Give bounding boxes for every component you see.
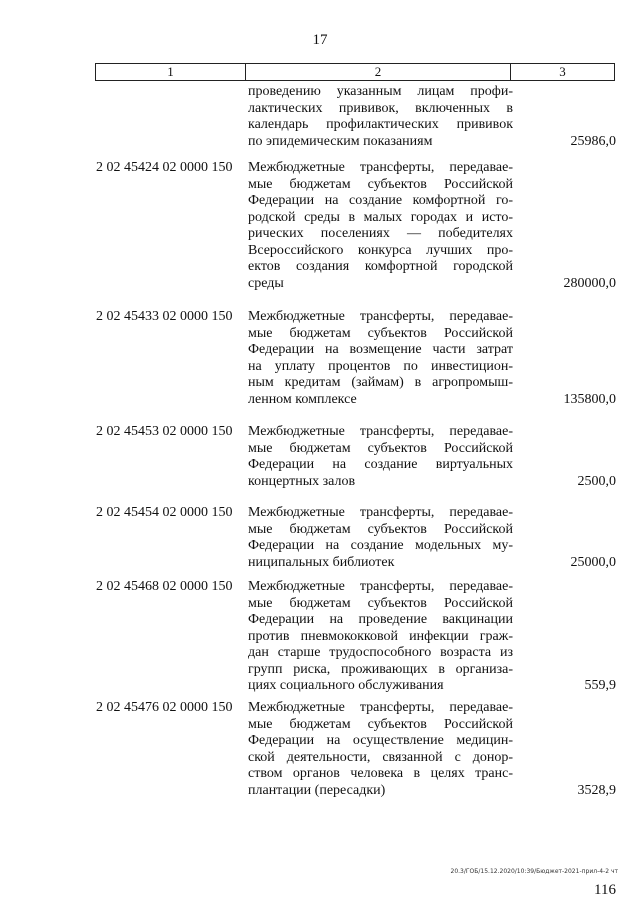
description-line: Федерации на создание модельных му- bbox=[248, 538, 513, 553]
row-amount: 135800,0 bbox=[563, 391, 616, 407]
description-line: родской среды в малых городах и исто- bbox=[248, 209, 513, 225]
table-header bbox=[95, 63, 615, 81]
description-line: Межбюджетные трансферты, передавае- bbox=[248, 505, 513, 520]
description-line: мые бюджетам субъектов Российской bbox=[248, 595, 513, 611]
row-description bbox=[248, 505, 513, 571]
description-line: Федерации на проведение вакцинации bbox=[248, 612, 513, 627]
sheet-number: 116 bbox=[594, 882, 616, 898]
description-line: мые бюджетам субъектов Российской bbox=[248, 521, 513, 537]
row-code: 2 02 45453 02 0000 150 bbox=[96, 424, 233, 439]
description-line: Федерации на осуществление медицин- bbox=[248, 733, 513, 748]
description-line: мые бюджетам субъектов Российской bbox=[248, 716, 513, 732]
row-description bbox=[248, 160, 513, 292]
description-line: Федерации на создание комфортной го- bbox=[248, 193, 513, 208]
description-line: Федерации на возмещение части затрат bbox=[248, 342, 513, 357]
description-line: концертных залов bbox=[248, 473, 356, 489]
row-code: 2 02 45424 02 0000 150 bbox=[96, 160, 233, 175]
page-number: 17 bbox=[312, 32, 328, 48]
row-amount: 280000,0 bbox=[563, 275, 616, 291]
description-line: Межбюджетные трансферты, передавае- bbox=[248, 309, 513, 324]
description-line: Межбюджетные трансферты, передавае- bbox=[248, 579, 513, 594]
header-col-2: 2 bbox=[246, 64, 511, 80]
row-description bbox=[248, 424, 513, 490]
description-line: на уплату процентов по инвестицион- bbox=[248, 358, 513, 374]
description-line: мые бюджетам субъектов Российской bbox=[248, 440, 513, 456]
description-line: по эпидемическим показаниям bbox=[248, 133, 433, 149]
row-amount: 25000,0 bbox=[570, 554, 616, 570]
header-col-1: 1 bbox=[96, 64, 246, 80]
description-line: циях социального обслуживания bbox=[248, 678, 444, 693]
description-line: мые бюджетам субъектов Российской bbox=[248, 325, 513, 341]
description-line: групп риска, проживающих в организа- bbox=[248, 661, 513, 677]
description-line: плантации (пересадки) bbox=[248, 782, 386, 798]
row-code: 2 02 45468 02 0000 150 bbox=[96, 579, 233, 594]
description-line: среды bbox=[248, 275, 284, 291]
description-line: Федерации на создание виртуальных bbox=[248, 457, 513, 472]
header-col-3: 3 bbox=[559, 64, 566, 79]
description-line: ской деятельности, связанной с донор- bbox=[248, 749, 513, 765]
row-amount: 3528,9 bbox=[577, 782, 616, 798]
description-line: Всероссийского конкурса лучших про- bbox=[248, 242, 513, 258]
description-line: мые бюджетам субъектов Российской bbox=[248, 176, 513, 192]
description-line: Межбюджетные трансферты, передавае- bbox=[248, 424, 513, 439]
description-line: Межбюджетные трансферты, передавае- bbox=[248, 160, 513, 175]
description-line: дан старше трудоспособного возраста из bbox=[248, 645, 513, 660]
description-line: ленном комплексе bbox=[248, 391, 357, 407]
description-line: календарь профилактических прививок bbox=[248, 117, 513, 132]
description-line: против пневмококковой инфекции граж- bbox=[248, 628, 513, 644]
row-description bbox=[248, 84, 513, 150]
footer-stamp: 20.3/ГОБ/15.12.2020/10:39/Бюджет-2021-прил-4-2 чт bbox=[450, 868, 618, 875]
row-amount: 2500,0 bbox=[577, 473, 616, 489]
description-line: ным кредитам (займам) в агропромыш- bbox=[248, 375, 513, 390]
description-line: ством органов человека в целях транс- bbox=[248, 766, 513, 781]
description-line: рических поселениях — победителях bbox=[248, 226, 513, 241]
description-line: проведению указанным лицам профи- bbox=[248, 84, 513, 99]
row-description bbox=[248, 309, 513, 408]
row-amount: 25986,0 bbox=[570, 133, 616, 149]
description-line: ниципальных библиотек bbox=[248, 554, 395, 570]
description-line: ектов создания комфортной городской bbox=[248, 259, 513, 274]
row-amount: 559,9 bbox=[584, 678, 616, 693]
row-description bbox=[248, 579, 513, 695]
row-code: 2 02 45476 02 0000 150 bbox=[96, 700, 233, 715]
row-description bbox=[248, 700, 513, 799]
row-code: 2 02 45433 02 0000 150 bbox=[96, 309, 233, 324]
row-code: 2 02 45454 02 0000 150 bbox=[96, 505, 233, 520]
description-line: Межбюджетные трансферты, передавае- bbox=[248, 700, 513, 715]
description-line: лактических прививок, включенных в bbox=[248, 100, 513, 116]
